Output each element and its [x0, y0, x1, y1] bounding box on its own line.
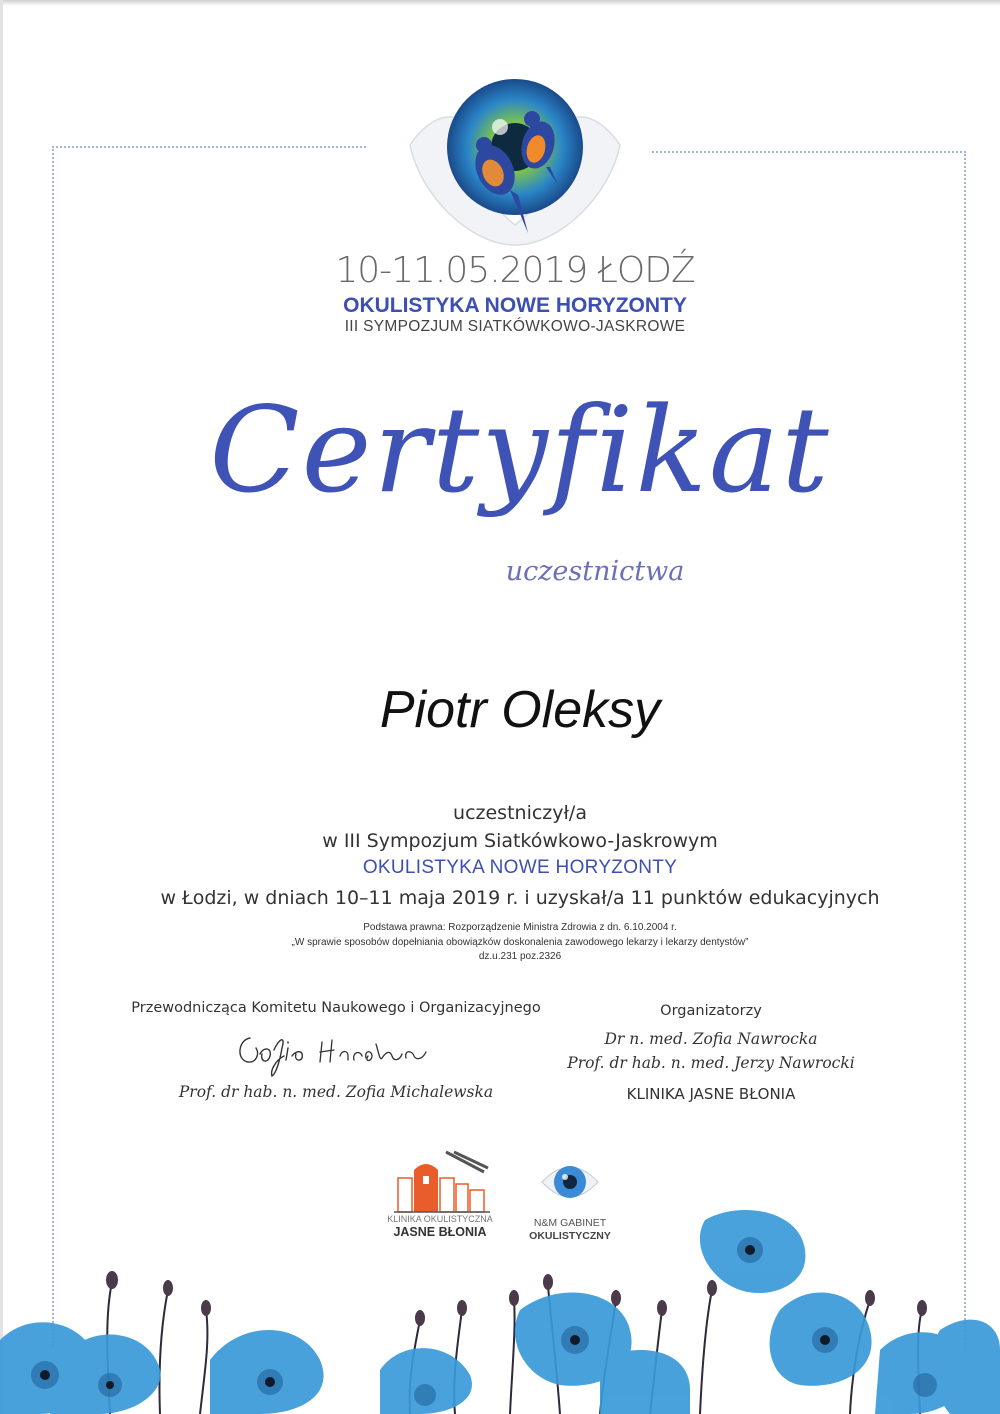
- event-subtitle: III SYMPOZJUM SIATKÓWKOWO-JASKROWE: [344, 318, 686, 335]
- dotted-border-top-right: [652, 151, 966, 153]
- body-event-name: OKULISTYKA NOWE HORYZONTY: [362, 857, 678, 878]
- organizer-name-2: Prof. dr hab. n. med. Jerzy Nawrocki: [567, 1054, 855, 1072]
- dotted-border-left: [52, 146, 54, 1346]
- eye-birds-logo-icon: [400, 75, 630, 255]
- gabinet-logo-name: OKULISTYCZNY: [529, 1230, 611, 1242]
- certificate-subtitle: uczestnictwa: [505, 556, 685, 587]
- legal-reference: dz.u.231 poz.2326: [478, 951, 562, 962]
- dotted-border-top-left: [52, 146, 366, 148]
- organizer-clinic: KLINIKA JASNE BŁONIA: [626, 1085, 796, 1103]
- legal-regulation: „W sprawie sposobów dopełniania obowiązków doskonalenia zawodowego lekarzy i lekarzy dentystów”: [291, 937, 749, 948]
- event-title: OKULISTYKA NOWE HORYZONTY: [343, 294, 687, 317]
- legal-basis: Podstawa prawna: Rozporządzenie Ministra Zdrowia z dn. 6.10.2004 r.: [363, 922, 677, 933]
- body-participated: uczestniczył/a: [453, 802, 587, 824]
- organizers-heading: Organizatorzy: [660, 1003, 762, 1019]
- body-points: w Łodzi, w dniach 10–11 maja 2019 r. i uzyskał/a 11 punktów edukacyjnych: [160, 887, 880, 909]
- gabinet-logo-small-text: N&M GABINET: [533, 1217, 607, 1229]
- certificate-title: Certyfikat: [209, 381, 831, 519]
- body-symposium: w III Sympozjum Siatkówkowo-Jaskrowym: [322, 830, 718, 852]
- event-date-place: 10-11.05.2019 ŁODŹ: [335, 250, 695, 291]
- handwritten-signature: [230, 1020, 440, 1080]
- chair-name: Prof. dr hab. n. med. Zofia Michalewska: [178, 1083, 494, 1101]
- organizer-name-1: Dr n. med. Zofia Nawrocka: [604, 1030, 818, 1048]
- clinic-logo-name: JASNE BŁONIA: [393, 1225, 487, 1239]
- blue-poppies-decoration: [0, 1190, 1000, 1414]
- recipient-name: Piotr Oleksy: [379, 681, 661, 739]
- chair-heading: Przewodnicząca Komitetu Naukowego i Organizacyjnego: [131, 1000, 541, 1016]
- scan-edge-top: [0, 0, 1000, 6]
- dotted-border-right: [964, 151, 966, 1351]
- clinic-logo-small-text: KLINIKA OKULISTYCZNA: [387, 1214, 493, 1224]
